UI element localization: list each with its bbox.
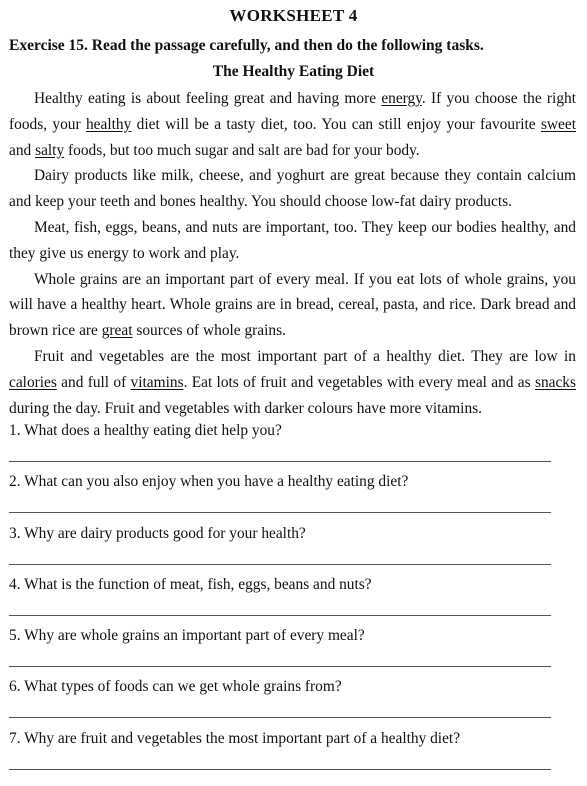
passage-title: The Healthy Eating Diet [212,63,375,80]
passage-text: foods, but too much sugar and salt are bad for your body. [64,141,420,159]
underlined-word: energy [381,90,422,107]
question-item [9,726,579,777]
question-item [9,572,579,623]
underlined-word: snacks [534,373,576,391]
passage-text: . Eat lots of fruit and vegetables with every meal and as [183,373,535,391]
question-item [9,521,579,572]
question-item [9,469,579,520]
underlined-word: great [101,322,133,340]
underlined-word: salty [35,141,65,159]
question-item [9,623,579,674]
underlined-word: vitamins [130,373,184,391]
passage-paragraph-5 [9,344,576,421]
answer-line[interactable] [9,615,551,616]
passage-text: and [9,141,36,159]
answer-line[interactable] [9,461,551,462]
passage-paragraph-1 [9,86,576,163]
passage-paragraph-3: Meat, fish, eggs, beans, and nuts are important, too. They keep our bodies healthy, and they give us energy to work and play. [9,218,576,262]
question-item [9,418,579,469]
passage-text: during the day. Fruit and vegetables with darker colours have more vitamins. [9,399,482,417]
passage-text: Healthy eating is about feeling great and having more [34,90,382,107]
question-item [9,674,579,725]
passage-paragraph-2: Dairy products like milk, cheese, and yoghurt are great because they contain calcium and keep your teeth and bones healthy. You should choose low-fat dairy products. [9,167,576,211]
passage-text: . If you choose the right foods, your [9,90,576,133]
passage-text: sources of whole grains. [132,322,286,340]
question-list [9,418,579,777]
underlined-word: calories [9,373,57,391]
question-text: 3. Why are dairy products good for your health? [9,524,306,542]
underlined-word: sweet [540,115,576,133]
exercise-instruction: Exercise 15. Read the passage carefully, and then do the following tasks. [9,37,484,54]
passage-text: Fruit and vegetables are the most important part of a healthy diet. They are low in [34,347,576,365]
question-text: 2. What can you also enjoy when you have a healthy eating diet? [9,473,409,491]
passage-text: Whole grains are an important part of every meal. If you eat lots of whole grains, you will have a healthy heart. Whole grains are in bread, cereal, pasta, and rice. Dark bread and brown rice are [9,270,576,340]
question-text: 1. What does a healthy eating diet help you? [9,422,282,439]
answer-line[interactable] [9,769,551,770]
question-text: 6. What types of foods can we get whole grains from? [9,678,342,696]
passage-text: and full of [56,373,131,391]
question-text: 5. Why are whole grains an important part of every meal? [9,627,365,645]
answer-line[interactable] [9,564,551,565]
question-text: 7. Why are fruit and vegetables the most important part of a healthy diet? [9,729,461,747]
answer-line[interactable] [9,512,551,513]
question-text: 4. What is the function of meat, fish, eggs, beans and nuts? [9,575,372,593]
worksheet-title: WORKSHEET 4 [229,6,358,25]
reading-passage [9,86,576,421]
answer-line[interactable] [9,666,551,667]
underlined-word: healthy [85,115,132,133]
passage-paragraph-4 [9,267,576,344]
answer-line[interactable] [9,717,551,718]
passage-text: diet will be a tasty diet, too. You can still enjoy your favourite [131,115,541,133]
